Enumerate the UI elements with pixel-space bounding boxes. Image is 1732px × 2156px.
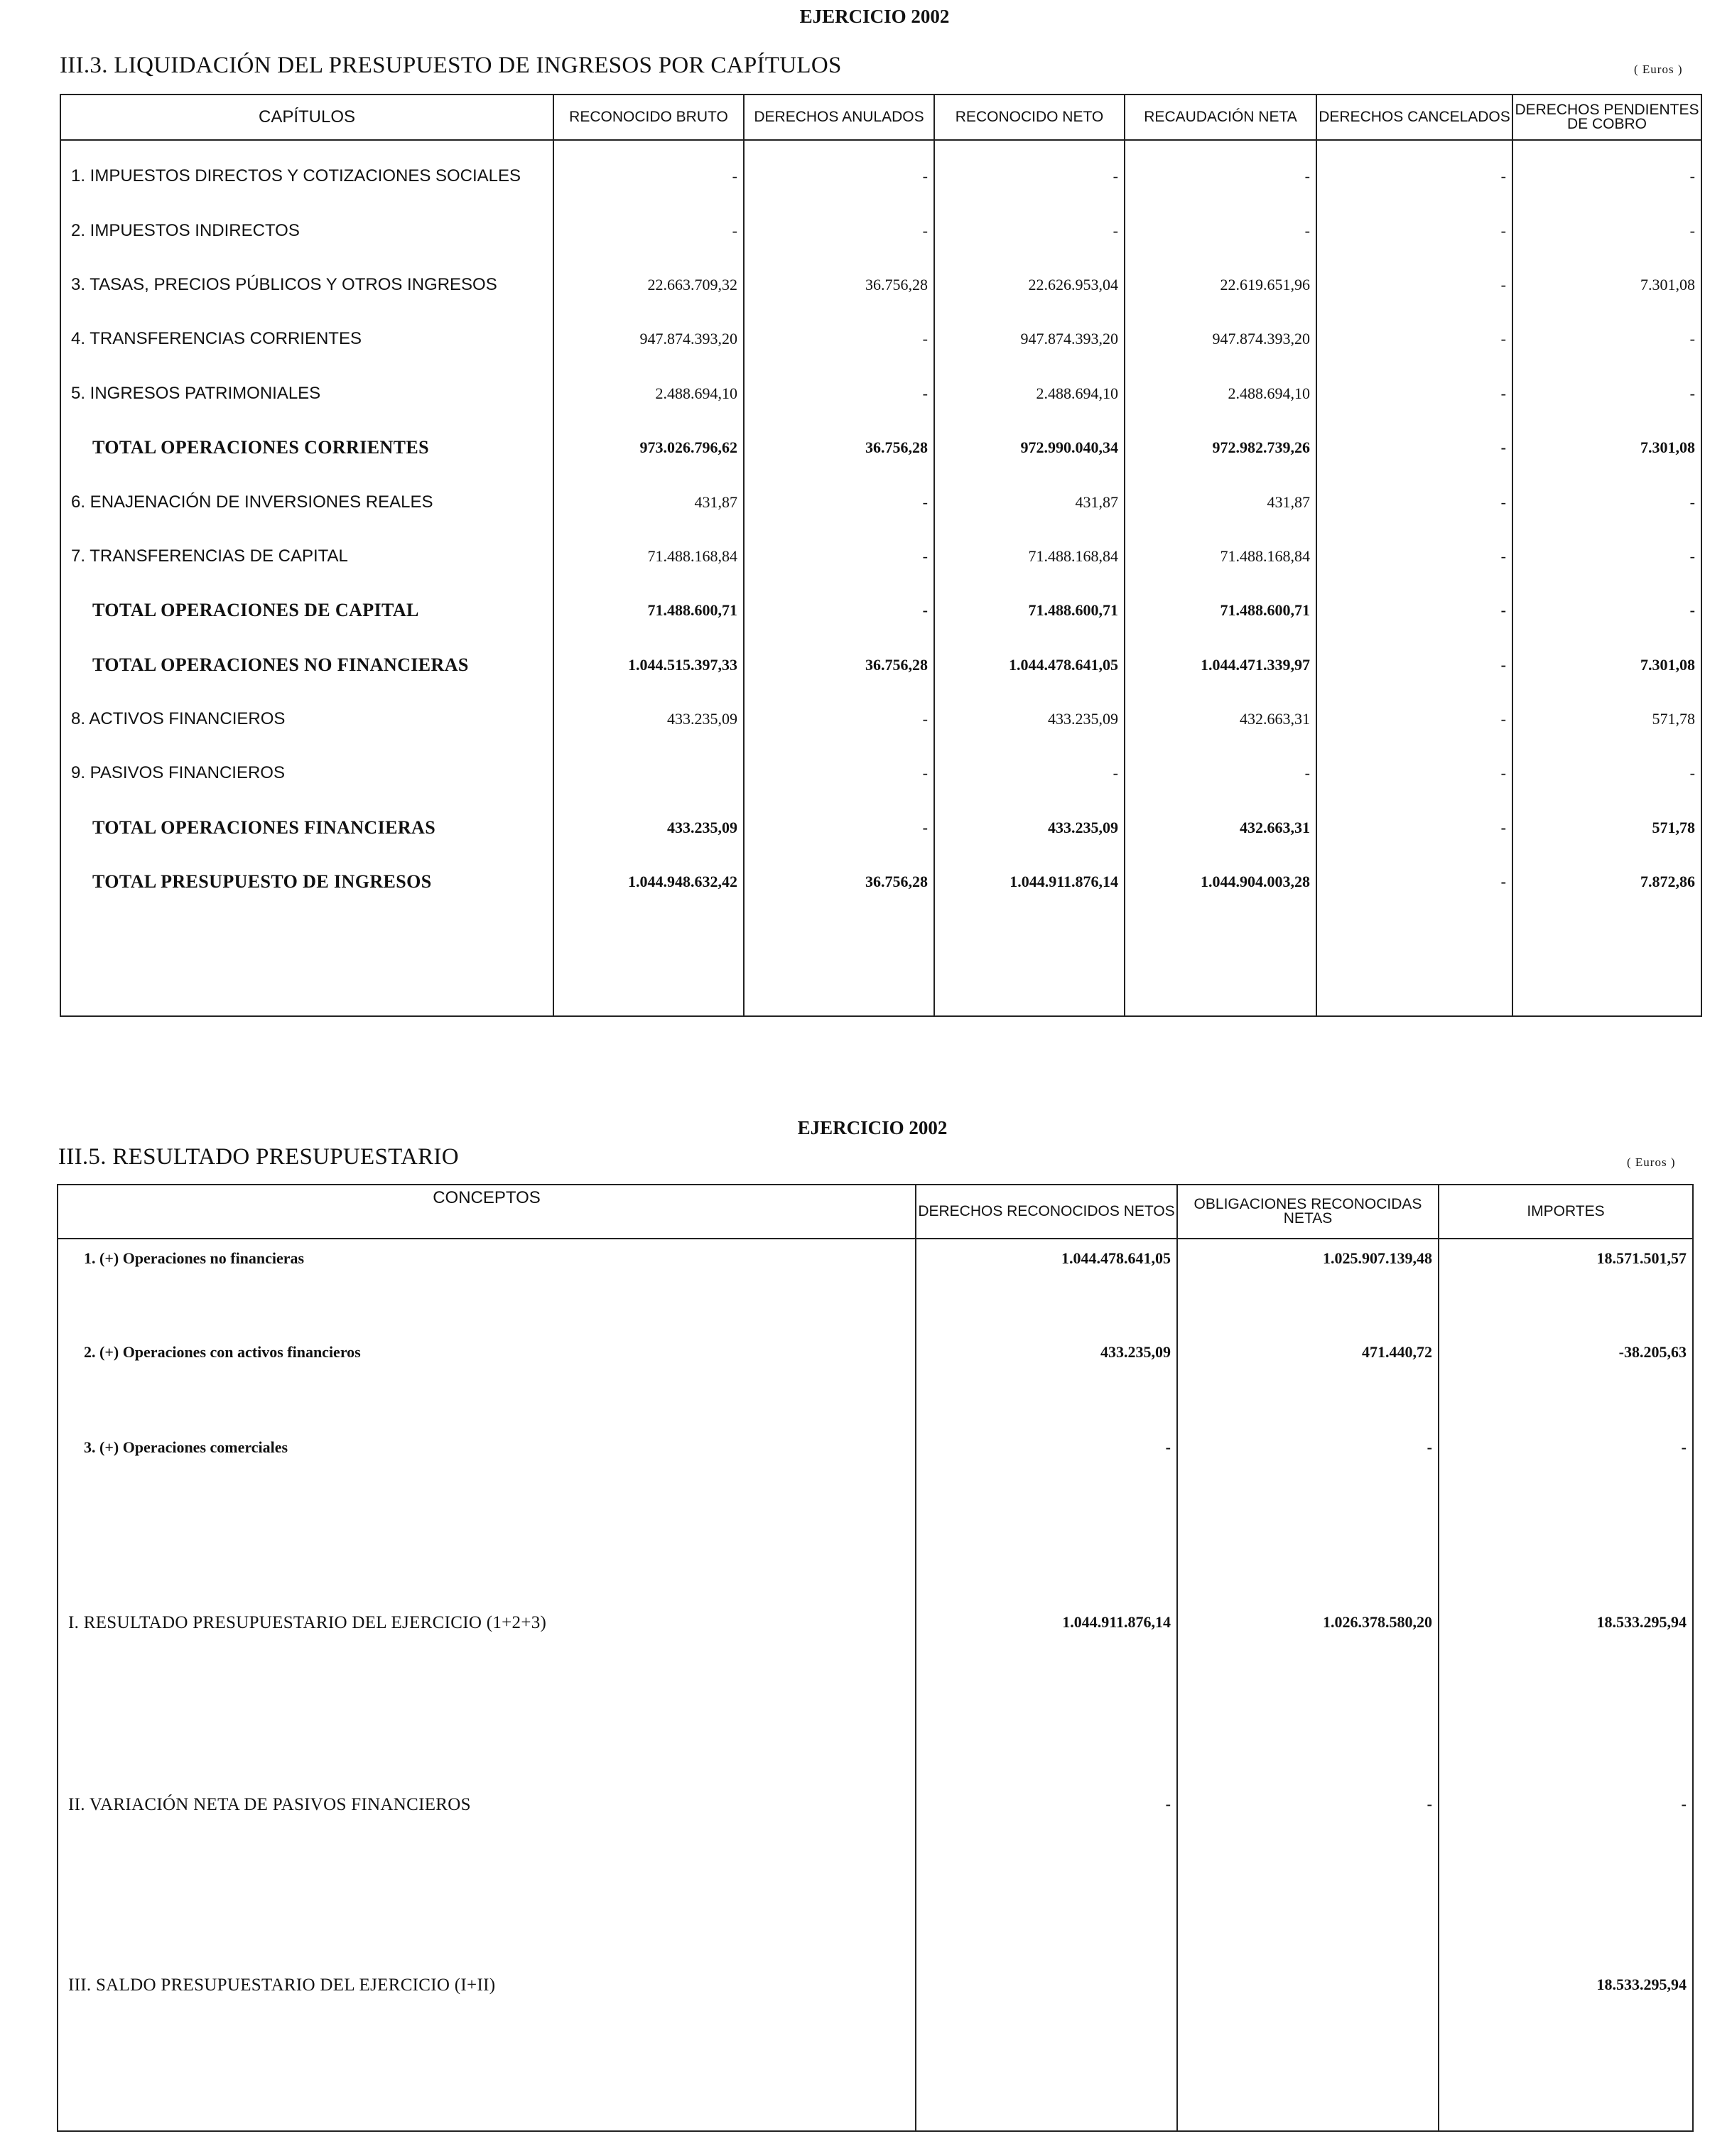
row-label: TOTAL OPERACIONES NO FINANCIERAS [60, 638, 553, 692]
cell-value [553, 746, 744, 800]
cell-value: - [1512, 312, 1701, 366]
cell-value: 433.235,09 [934, 692, 1125, 746]
cell-value: 571,78 [1512, 801, 1701, 855]
col-header-derechos-anulados: DERECHOS ANULADOS [744, 95, 934, 140]
cell-value: 1.044.515.397,33 [553, 638, 744, 692]
units-label-1: ( Euros ) [1634, 63, 1683, 76]
col-header-derechos-reconocidos: DERECHOS RECONOCIDOS NETOS [916, 1185, 1177, 1239]
col-header-recaudacion-neta: RECAUDACIÓN NETA [1125, 95, 1316, 140]
cell-value: - [744, 203, 934, 257]
cell-value [916, 1966, 1177, 2131]
cell-value: - [1125, 746, 1316, 800]
col-header-obligaciones-reconocidas: OBLIGACIONES RECONOCIDAS NETAS [1177, 1185, 1439, 1239]
cell-value: - [1316, 258, 1512, 312]
cell-value: 433.235,09 [916, 1333, 1177, 1428]
cell-value: 972.982.739,26 [1125, 421, 1316, 475]
cell-value: 433.235,09 [553, 692, 744, 746]
cell-value: 18.533.295,94 [1439, 1603, 1693, 1785]
row-label: I. RESULTADO PRESUPUESTARIO DEL EJERCICIO (1+2+3) [58, 1603, 916, 1785]
col-header-derechos-cancelados: DERECHOS CANCELADOS [1316, 95, 1512, 140]
blank-cell [553, 909, 744, 1016]
cell-value: - [1512, 140, 1701, 203]
cell-value: 1.044.948.632,42 [553, 855, 744, 909]
cell-value: 36.756,28 [744, 258, 934, 312]
table-row [60, 529, 1701, 583]
blank-cell [744, 909, 934, 1016]
cell-value: 973.026.796,62 [553, 421, 744, 475]
cell-value: - [1125, 203, 1316, 257]
cell-value: - [1439, 1785, 1693, 1966]
row-label: 2. IMPUESTOS INDIRECTOS [60, 203, 553, 257]
cell-value: - [1177, 1428, 1439, 1603]
cell-value: 22.619.651,96 [1125, 258, 1316, 312]
cell-value: - [1512, 583, 1701, 637]
cell-value: -38.205,63 [1439, 1333, 1693, 1428]
row-label: 1. (+) Operaciones no financieras [58, 1239, 916, 1333]
table-row [58, 1966, 1693, 2131]
cell-value: - [1316, 746, 1512, 800]
table-row [60, 258, 1701, 312]
cell-value: - [1177, 1785, 1439, 1966]
resultado-table-body [58, 1239, 1693, 2131]
col-header-reconocido-neto: RECONOCIDO NETO [934, 95, 1125, 140]
table-header-row [60, 95, 1701, 140]
cell-value: 947.874.393,20 [553, 312, 744, 366]
cell-value: - [1316, 140, 1512, 203]
section-title-resultado: III.5. RESULTADO PRESUPUESTARIO [58, 1144, 459, 1170]
ingresos-table [60, 94, 1702, 1017]
table-row [60, 367, 1701, 421]
cell-value: 433.235,09 [553, 801, 744, 855]
row-label: 3. (+) Operaciones comerciales [58, 1428, 916, 1603]
cell-value: - [1316, 475, 1512, 529]
row-label: II. VARIACIÓN NETA DE PASIVOS FINANCIEROS [58, 1785, 916, 1966]
cell-value: - [1316, 583, 1512, 637]
cell-value: 431,87 [934, 475, 1125, 529]
cell-value: 1.044.471.339,97 [1125, 638, 1316, 692]
section-title-liquidacion: III.3. LIQUIDACIÓN DEL PRESUPUESTO DE INGRESOS POR CAPÍTULOS [60, 53, 842, 78]
table-header-row [58, 1185, 1693, 1239]
table-row [60, 421, 1701, 475]
cell-value: - [553, 203, 744, 257]
cell-value: - [744, 801, 934, 855]
cell-value: - [1512, 529, 1701, 583]
cell-value: - [1512, 203, 1701, 257]
table-row [60, 475, 1701, 529]
cell-value: - [744, 692, 934, 746]
col-header-importes: IMPORTES [1439, 1185, 1693, 1239]
cell-value: 1.026.378.580,20 [1177, 1603, 1439, 1785]
cell-value: 1.044.904.003,28 [1125, 855, 1316, 909]
cell-value: 471.440,72 [1177, 1333, 1439, 1428]
resultado-table [57, 1184, 1694, 2132]
cell-value: 71.488.600,71 [553, 583, 744, 637]
cell-value: - [1512, 367, 1701, 421]
cell-value: 1.025.907.139,48 [1177, 1239, 1439, 1333]
row-label: III. SALDO PRESUPUESTARIO DEL EJERCICIO (I+II) [58, 1966, 916, 2131]
cell-value: 432.663,31 [1125, 801, 1316, 855]
cell-value: 36.756,28 [744, 638, 934, 692]
table-row [60, 312, 1701, 366]
table-row [60, 746, 1701, 800]
cell-value: 71.488.168,84 [553, 529, 744, 583]
cell-value: 1.044.478.641,05 [934, 638, 1125, 692]
col-header-pendientes-cobro: DERECHOS PENDIENTES DE COBRO [1512, 95, 1701, 140]
cell-value: - [1316, 312, 1512, 366]
table-row [60, 801, 1701, 855]
cell-value: - [1316, 203, 1512, 257]
blank-cell [1125, 909, 1316, 1016]
table-row [60, 638, 1701, 692]
table-row [60, 203, 1701, 257]
cell-value: - [1316, 692, 1512, 746]
table-row [58, 1239, 1693, 1333]
cell-value: - [744, 529, 934, 583]
blank-cell [60, 909, 553, 1016]
cell-value: - [1316, 529, 1512, 583]
cell-value: - [1316, 638, 1512, 692]
cell-value: 71.488.600,71 [934, 583, 1125, 637]
table-row [60, 140, 1701, 203]
cell-value: 432.663,31 [1125, 692, 1316, 746]
row-label: TOTAL OPERACIONES CORRIENTES [60, 421, 553, 475]
cell-value: - [553, 140, 744, 203]
cell-value: - [1512, 475, 1701, 529]
cell-value: 7.301,08 [1512, 258, 1701, 312]
row-label: 7. TRANSFERENCIAS DE CAPITAL [60, 529, 553, 583]
row-label: TOTAL PRESUPUESTO DE INGRESOS [60, 855, 553, 909]
blank-cell [1512, 909, 1701, 1016]
cell-value: 947.874.393,20 [934, 312, 1125, 366]
year-title-2: EJERCICIO 2002 [797, 1117, 948, 1138]
row-label: TOTAL OPERACIONES DE CAPITAL [60, 583, 553, 637]
table-row [58, 1333, 1693, 1428]
row-label: TOTAL OPERACIONES FINANCIERAS [60, 801, 553, 855]
row-label: 2. (+) Operaciones con activos financieros [58, 1333, 916, 1428]
cell-value: 2.488.694,10 [934, 367, 1125, 421]
row-label: 8. ACTIVOS FINANCIEROS [60, 692, 553, 746]
cell-value: 1.044.478.641,05 [916, 1239, 1177, 1333]
cell-value: 7.301,08 [1512, 421, 1701, 475]
cell-value: 22.663.709,32 [553, 258, 744, 312]
cell-value: 433.235,09 [934, 801, 1125, 855]
ingresos-table-body [60, 140, 1701, 1016]
cell-value: - [744, 312, 934, 366]
row-label: 9. PASIVOS FINANCIEROS [60, 746, 553, 800]
cell-value: 71.488.600,71 [1125, 583, 1316, 637]
cell-value: - [934, 140, 1125, 203]
blank-row [60, 909, 1701, 1016]
cell-value: - [934, 203, 1125, 257]
cell-value: 36.756,28 [744, 421, 934, 475]
blank-cell [1316, 909, 1512, 1016]
col-header-reconocido-bruto: RECONOCIDO BRUTO [553, 95, 744, 140]
table-row [60, 692, 1701, 746]
row-label: 5. INGRESOS PATRIMONIALES [60, 367, 553, 421]
year-title-1: EJERCICIO 2002 [799, 6, 950, 27]
cell-value: - [934, 746, 1125, 800]
table-row [58, 1785, 1693, 1966]
cell-value: - [1439, 1428, 1693, 1603]
cell-value: 1.044.911.876,14 [934, 855, 1125, 909]
cell-value: 431,87 [1125, 475, 1316, 529]
cell-value: 71.488.168,84 [934, 529, 1125, 583]
table-row [60, 583, 1701, 637]
blank-cell [934, 909, 1125, 1016]
cell-value: - [1125, 140, 1316, 203]
table-row [60, 855, 1701, 909]
cell-value: 71.488.168,84 [1125, 529, 1316, 583]
cell-value: 431,87 [553, 475, 744, 529]
cell-value: - [744, 367, 934, 421]
cell-value: - [744, 746, 934, 800]
cell-value: 18.533.295,94 [1439, 1966, 1693, 2131]
cell-value: 571,78 [1512, 692, 1701, 746]
cell-value [1177, 1966, 1439, 2131]
cell-value: 947.874.393,20 [1125, 312, 1316, 366]
cell-value: 7.301,08 [1512, 638, 1701, 692]
row-label: 1. IMPUESTOS DIRECTOS Y COTIZACIONES SOCIALES [60, 140, 553, 203]
cell-value: - [1316, 855, 1512, 909]
cell-value: 7.872,86 [1512, 855, 1701, 909]
cell-value: - [744, 583, 934, 637]
cell-value: - [1512, 746, 1701, 800]
col-header-conceptos: CONCEPTOS [58, 1185, 916, 1239]
cell-value: - [916, 1428, 1177, 1603]
cell-value: - [744, 140, 934, 203]
cell-value: 22.626.953,04 [934, 258, 1125, 312]
cell-value: 972.990.040,34 [934, 421, 1125, 475]
units-label-2: ( Euros ) [1627, 1155, 1676, 1169]
cell-value: - [916, 1785, 1177, 1966]
cell-value: - [1316, 421, 1512, 475]
col-header-capitulos: CAPÍTULOS [60, 95, 553, 140]
table-row [58, 1603, 1693, 1785]
cell-value: 18.571.501,57 [1439, 1239, 1693, 1333]
cell-value: 2.488.694,10 [1125, 367, 1316, 421]
row-label: 6. ENAJENACIÓN DE INVERSIONES REALES [60, 475, 553, 529]
row-label: 4. TRANSFERENCIAS CORRIENTES [60, 312, 553, 366]
cell-value: - [744, 475, 934, 529]
table-row [58, 1428, 1693, 1603]
cell-value: 2.488.694,10 [553, 367, 744, 421]
cell-value: - [1316, 367, 1512, 421]
cell-value: 1.044.911.876,14 [916, 1603, 1177, 1785]
cell-value: 36.756,28 [744, 855, 934, 909]
row-label: 3. TASAS, PRECIOS PÚBLICOS Y OTROS INGRESOS [60, 258, 553, 312]
cell-value: - [1316, 801, 1512, 855]
